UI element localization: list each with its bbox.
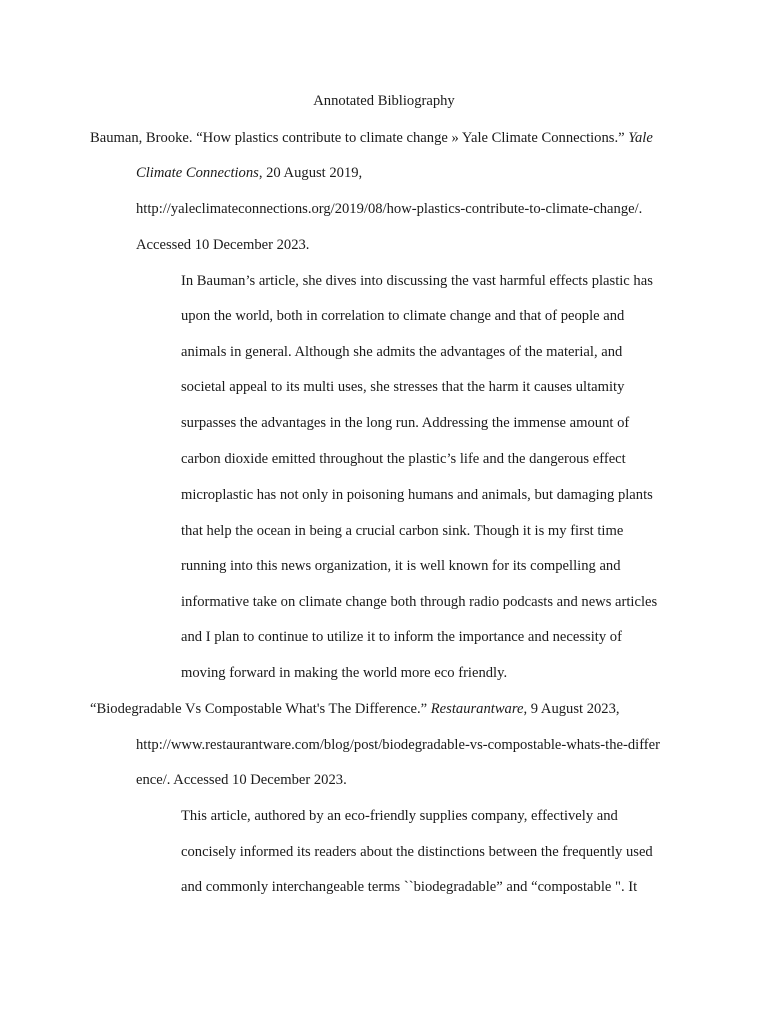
annotation-1-line: societal appeal to its multi uses, she stresses that the harm it causes ultamity [181,379,625,395]
citation-2-title: “Biodegradable Vs Compostable What's The Difference.” [90,701,431,717]
annotation-1-line: running into this news organization, it is well known for its compelling and [181,558,621,574]
annotation-1-line: moving forward in making the world more eco friendly. [181,665,508,681]
annotation-1-line: microplastic has not only in poisoning humans and animals, but damaging plants [181,487,653,503]
annotation-1-line: animals in general. Although she admits the advantages of the material, and [181,344,623,360]
citation-1-accessed: Accessed 10 December 2023. [136,237,310,253]
annotation-1-line: informative take on climate change both through radio podcasts and news articles [181,594,658,610]
annotation-1-line: In Bauman’s article, she dives into discussing the vast harmful effects plastic has [181,273,653,289]
citation-1-source: Yale [628,130,653,146]
citation-1-source-cont: Climate Connections [136,165,259,181]
annotation-2-line: This article, authored by an eco-friendly supplies company, effectively and [181,808,618,824]
citation-1-line-2 [136,163,362,183]
annotation-2-line: and commonly interchangeable terms ``biodegradable” and “compostable ". It [181,879,638,895]
citation-1-date: , 20 August 2019, [258,165,363,181]
annotation-2-line: concisely informed its readers about the distinctions between the frequently used [181,844,653,860]
citation-1-url: http://yaleclimateconnections.org/2019/08/how-plastics-contribute-to-climate-change/. [136,201,643,217]
annotation-1-line: upon the world, both in correlation to climate change and that of people and [181,308,625,324]
annotation-1-line: surpasses the advantages in the long run. Addressing the immense amount of [181,415,630,431]
annotation-1-line: that help the ocean in being a crucial carbon sink. Though it is my first time [181,523,624,539]
citation-1-line-1 [90,128,653,148]
citation-2-url: http://www.restaurantware.com/blog/post/biodegradable-vs-compostable-whats-the-differ [136,737,660,753]
page-title: Annotated Bibliography [313,93,455,109]
citation-1-text: Bauman, Brooke. “How plastics contribute to climate change » Yale Climate Connections.” [90,130,629,146]
citation-2-url-cont: ence/. Accessed 10 December 2023. [136,772,347,788]
citation-2-source: Restaurantware [430,701,524,717]
citation-2-date: , 9 August 2023, [523,701,620,717]
citation-2-line-1 [90,699,620,719]
annotation-1-line: carbon dioxide emitted throughout the plastic’s life and the dangerous effect [181,451,626,467]
annotation-1-line: and I plan to continue to utilize it to inform the importance and necessity of [181,629,622,645]
